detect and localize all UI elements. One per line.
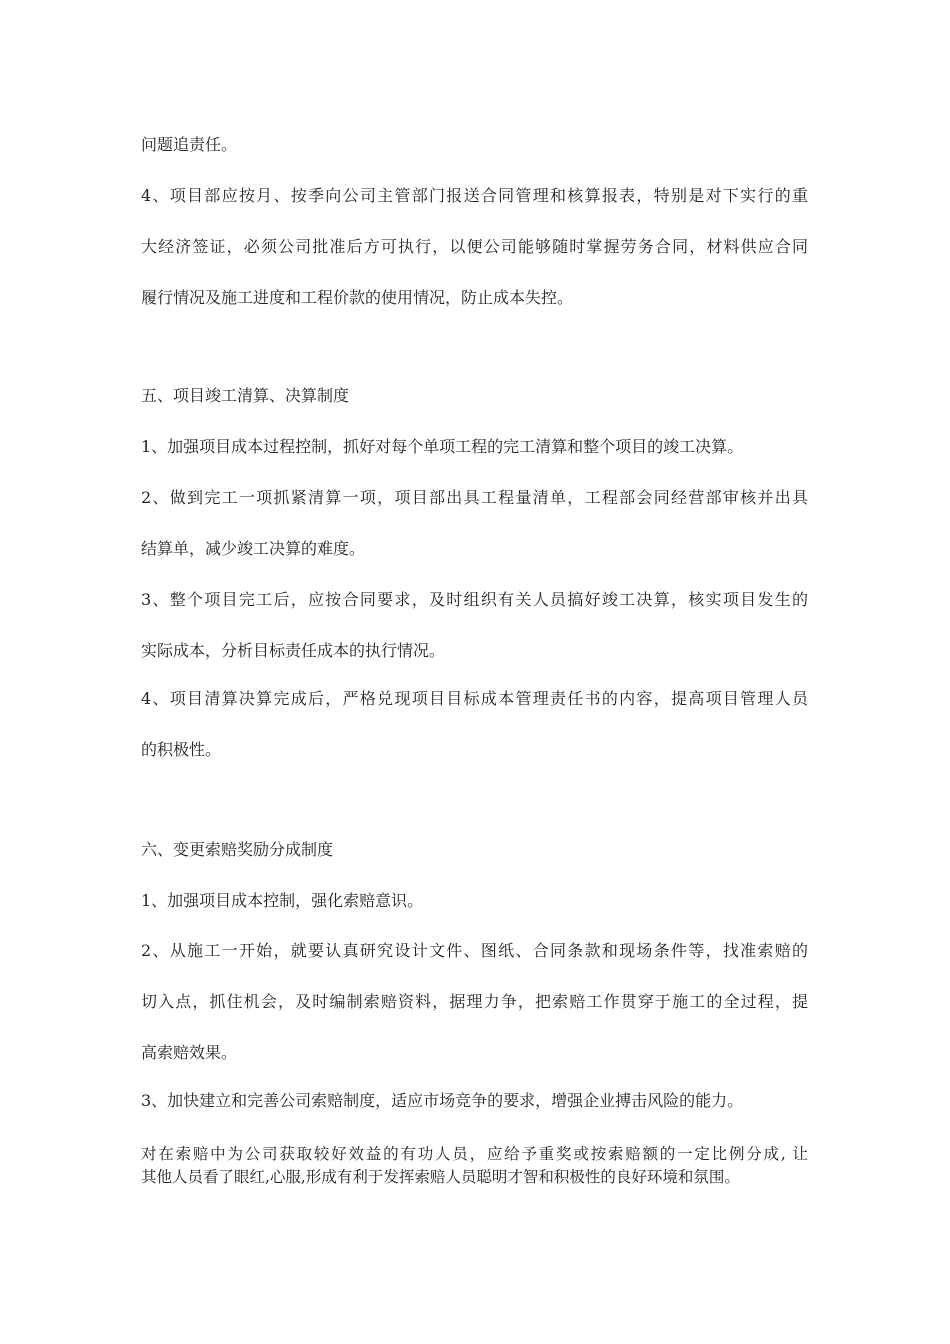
text-line: 2、做到完工一项抓紧清算一项，项目部出具工程量清单，工程部会同经营部审核并出具 — [141, 488, 808, 507]
text-line: 1、加强项目成本控制，强化索赔意识。 — [141, 891, 424, 910]
text-line: 结算单，减少竣工决算的难度。 — [141, 539, 366, 558]
text-line: 对在索赔中为公司获取较好效益的有功人员，应给予重奖或按索赔额的一定比例分成, 让 — [141, 1145, 808, 1163]
text-line: 3、加快建立和完善公司索赔制度，适应市场竞争的要求，增强企业搏击风险的能力。 — [141, 1091, 744, 1110]
text-line: 实际成本，分析目标责任成本的执行情况。 — [141, 641, 446, 660]
text-line: 4、项目部应按月、按季向公司主管部门报送合同管理和核算报表，特别是对下实行的重 — [141, 186, 808, 205]
section-heading: 六、变更索赔奖励分成制度 — [141, 840, 334, 859]
text-line: 切入点，抓住机会，及时编制索赔资料，据理力争，把索赔工作贯穿于施工的全过程，提 — [141, 992, 808, 1011]
text-line: 1、加强项目成本过程控制，抓好对每个单项工程的完工清算和整个项目的竣工决算。 — [141, 437, 744, 456]
text-line: 大经济签证，必须公司批准后方可执行，以便公司能够随时掌握劳务合同，材料供应合同 — [141, 237, 808, 256]
text-line: 问题追责任。 — [141, 135, 238, 154]
text-line: 3、整个项目完工后，应按合同要求，及时组织有关人员搞好竣工决算，核实项目发生的 — [141, 590, 808, 609]
text-line: 2、从施工一开始，就要认真研究设计文件、图纸、合同条款和现场条件等，找准索赔的 — [141, 941, 808, 960]
section-heading: 五、项目竣工清算、决算制度 — [141, 386, 350, 405]
text-line: 的积极性。 — [141, 740, 222, 759]
text-line: 高索赔效果。 — [141, 1043, 238, 1062]
text-line: 履行情况及施工进度和工程价款的使用情况，防止成本失控。 — [141, 288, 574, 307]
text-line: 4、项目清算决算完成后，严格兑现项目目标成本管理责任书的内容，提高项目管理人员 — [141, 689, 808, 708]
text-line: 其他人员看了眼红,心服,形成有利于发挥索赔人员聪明才智和积极性的良好环境和氛围。 — [141, 1168, 740, 1186]
